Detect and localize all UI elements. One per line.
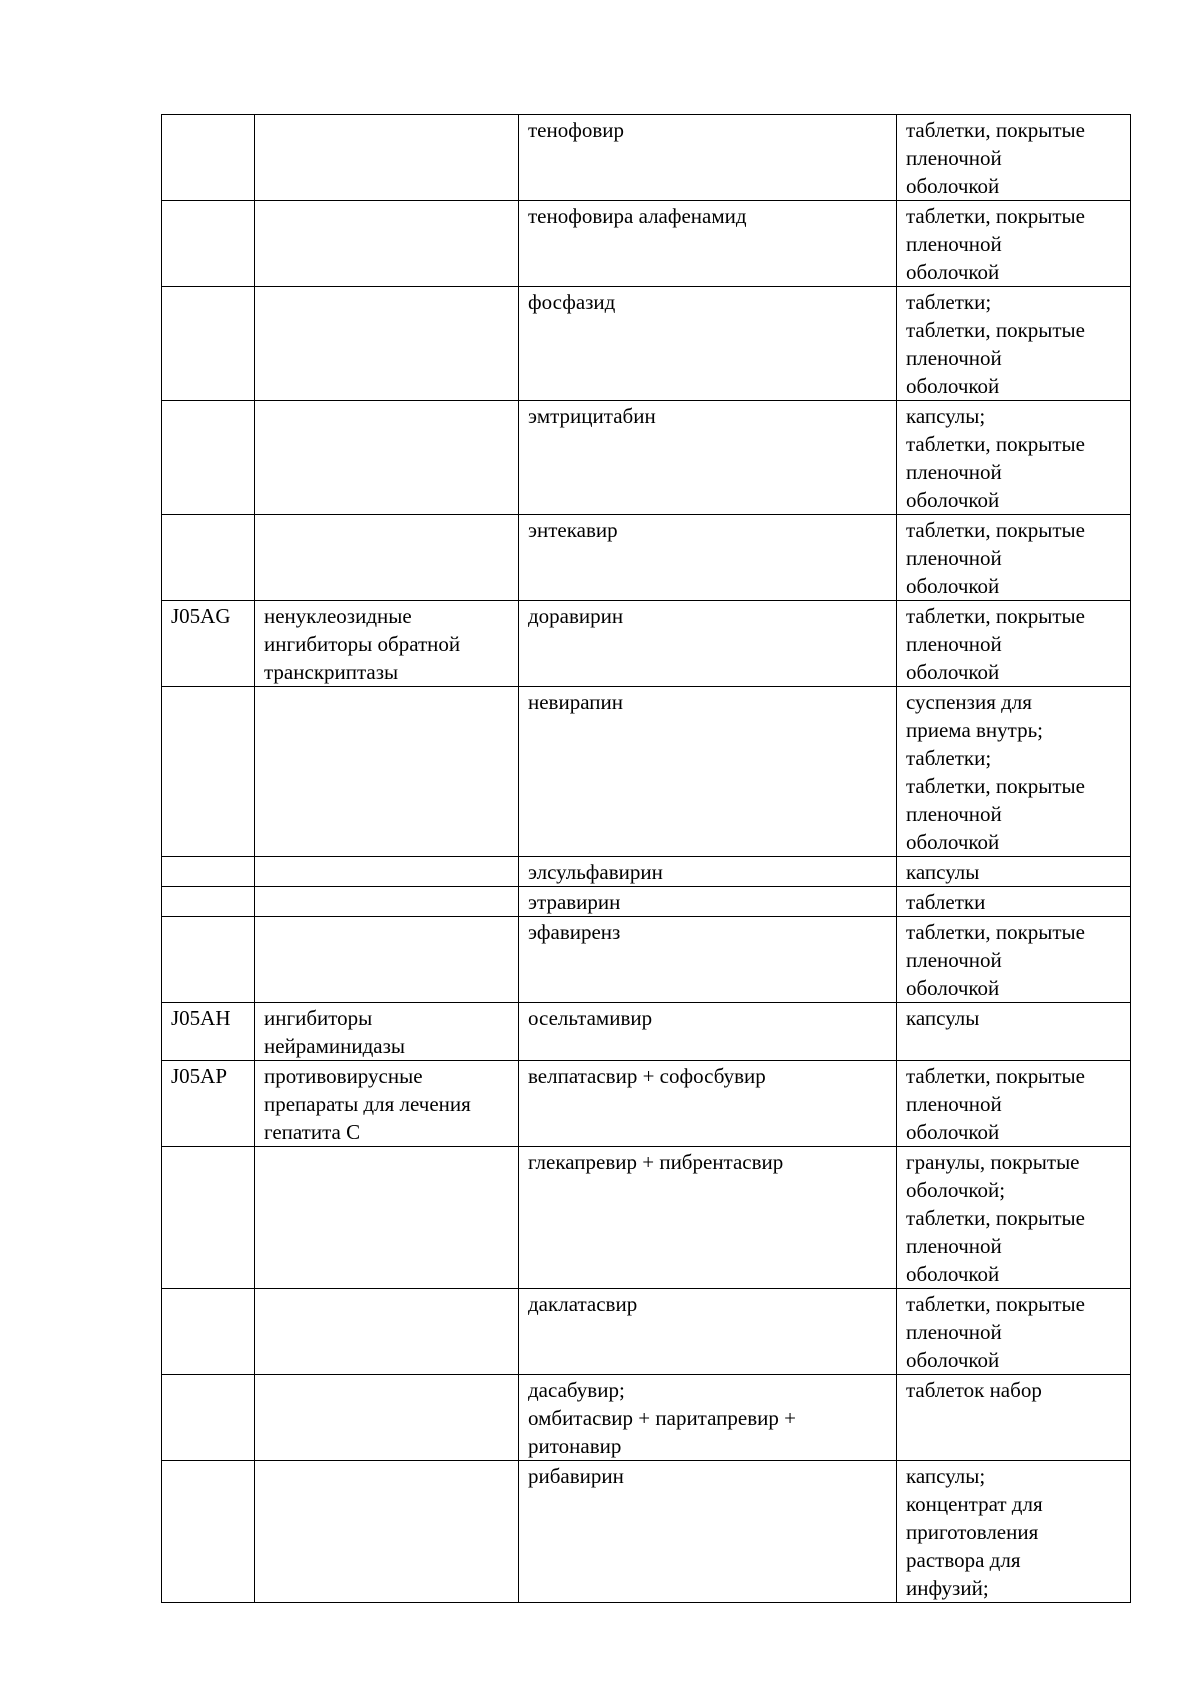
atc-code-cell [162,1289,255,1375]
drug-name-cell: тенофовир [519,115,897,201]
drug-name-cell: велпатасвир + софосбувир [519,1061,897,1147]
table-row [162,1461,1131,1603]
dosage-form-cell: суспензия для приема внутрь; таблетки; таблетки, покрытые пленочной оболочкой [897,687,1131,857]
drug-name-cell: фосфазид [519,287,897,401]
dosage-form-cell: таблетки, покрытые пленочной оболочкой [897,917,1131,1003]
group-cell [255,887,519,917]
atc-code-cell [162,1375,255,1461]
atc-code-cell [162,201,255,287]
dosage-form-cell: гранулы, покрытые оболочкой; таблетки, покрытые пленочной оболочкой [897,1147,1131,1289]
drug-name-cell: глекапревир + пибрентасвир [519,1147,897,1289]
dosage-form-cell: таблетки, покрытые пленочной оболочкой [897,115,1131,201]
atc-code-cell: J05AH [162,1003,255,1061]
drug-name-cell: элсульфавирин [519,857,897,887]
group-cell [255,1289,519,1375]
dosage-form-cell: капсулы [897,857,1131,887]
drug-name-cell: доравирин [519,601,897,687]
dosage-form-cell: таблетки; таблетки, покрытые пленочной оболочкой [897,287,1131,401]
dosage-form-cell: таблетки, покрытые пленочной оболочкой [897,201,1131,287]
atc-code-cell [162,687,255,857]
atc-code-cell [162,515,255,601]
atc-code-cell [162,115,255,201]
dosage-form-cell: таблетки, покрытые пленочной оболочкой [897,1289,1131,1375]
group-cell [255,1147,519,1289]
atc-code-cell: J05AP [162,1061,255,1147]
group-cell: противовирусные препараты для лечения гепатита С [255,1061,519,1147]
drug-name-cell: энтекавир [519,515,897,601]
atc-code-cell [162,1461,255,1603]
atc-code-cell [162,287,255,401]
table-row [162,1289,1131,1375]
table-row [162,1061,1131,1147]
table-row [162,917,1131,1003]
atc-code-cell [162,1147,255,1289]
table-row [162,201,1131,287]
group-cell [255,1461,519,1603]
drug-name-cell: рибавирин [519,1461,897,1603]
dosage-form-cell: таблетки, покрытые пленочной оболочкой [897,601,1131,687]
drug-name-cell: осельтамивир [519,1003,897,1061]
drug-table-body [162,115,1131,1603]
group-cell: ингибиторы нейраминидазы [255,1003,519,1061]
table-row [162,887,1131,917]
atc-code-cell [162,401,255,515]
dosage-form-cell: капсулы [897,1003,1131,1061]
drug-name-cell: дасабувир; омбитасвир + паритапревир + ритонавир [519,1375,897,1461]
drug-name-cell: эмтрицитабин [519,401,897,515]
table-row [162,1003,1131,1061]
atc-code-cell [162,887,255,917]
atc-code-cell [162,857,255,887]
dosage-form-cell: капсулы; таблетки, покрытые пленочной оболочкой [897,401,1131,515]
drug-name-cell: даклатасвир [519,1289,897,1375]
table-row [162,401,1131,515]
dosage-form-cell: таблетки, покрытые пленочной оболочкой [897,1061,1131,1147]
table-row [162,1375,1131,1461]
group-cell [255,115,519,201]
atc-code-cell [162,917,255,1003]
drug-name-cell: эфавиренз [519,917,897,1003]
group-cell [255,857,519,887]
atc-code-cell: J05AG [162,601,255,687]
drug-table [161,114,1131,1603]
group-cell: ненуклеозидные ингибиторы обратной транскриптазы [255,601,519,687]
group-cell [255,401,519,515]
dosage-form-cell: таблетки [897,887,1131,917]
group-cell [255,201,519,287]
dosage-form-cell: капсулы; концентрат для приготовления раствора для инфузий; [897,1461,1131,1603]
dosage-form-cell: таблеток набор [897,1375,1131,1461]
table-row [162,115,1131,201]
dosage-form-cell: таблетки, покрытые пленочной оболочкой [897,515,1131,601]
table-row [162,515,1131,601]
group-cell [255,687,519,857]
group-cell [255,515,519,601]
drug-name-cell: тенофовира алафенамид [519,201,897,287]
table-row [162,601,1131,687]
group-cell [255,1375,519,1461]
drug-name-cell: невирапин [519,687,897,857]
drug-name-cell: этравирин [519,887,897,917]
table-row [162,857,1131,887]
table-row [162,287,1131,401]
table-row [162,687,1131,857]
group-cell [255,917,519,1003]
table-row [162,1147,1131,1289]
group-cell [255,287,519,401]
